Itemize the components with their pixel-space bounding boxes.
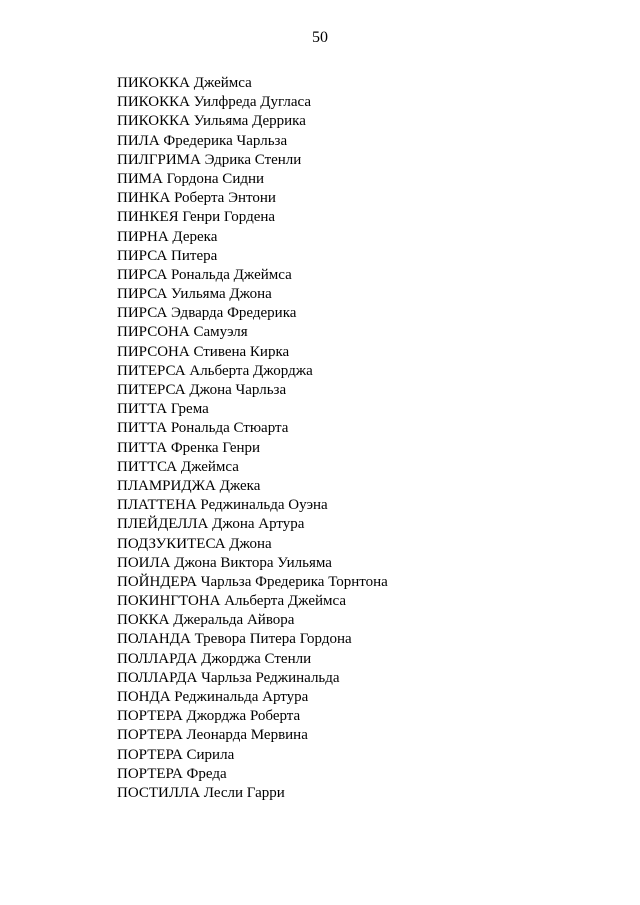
list-item: ПИЛГРИМА Эдрика Стенли bbox=[117, 151, 302, 168]
list-item: ПИРСА Питера bbox=[117, 247, 218, 264]
list-item: ПОСТИЛЛА Лесли Гарри bbox=[117, 784, 285, 801]
list-item: ПОЛЛАРДА Чарльза Реджинальда bbox=[117, 669, 340, 686]
list-item: ПИРСА Эдварда Фредерика bbox=[117, 305, 297, 322]
list-item: ПИКОККА Уильяма Деррика bbox=[117, 113, 306, 130]
list-item: ПИМА Гордона Сидни bbox=[117, 170, 265, 187]
list-item: ПИРСОНА Стивена Кирка bbox=[117, 343, 290, 360]
list-item: ПИРСА Рональда Джеймса bbox=[117, 266, 292, 283]
list-item: ПОДЗУКИТЕСА Джона bbox=[117, 535, 272, 552]
list-item: ПИТЕРСА Джона Чарльза bbox=[117, 382, 287, 398]
list-item: ПИЛА Фредерика Чарльза bbox=[117, 132, 288, 149]
list-item: ПИРСА Уильяма Джона bbox=[117, 286, 272, 303]
list-item: ПИНКА Роберта Энтони bbox=[117, 190, 276, 207]
list-item: ПОККА Джеральда Айвора bbox=[117, 612, 295, 629]
list-item: ПОРТЕРА Сирила bbox=[117, 746, 235, 763]
list-item: ПОРТЕРА Фреда bbox=[117, 765, 227, 782]
list-item: ПОЛЛАРДА Джорджа Стенли bbox=[117, 650, 312, 667]
list-item: ПОРТЕРА Джорджа Роберта bbox=[117, 708, 301, 725]
list-item: ПИТЕРСА Альберта Джорджа bbox=[117, 362, 313, 379]
list-item: ПИКОККА Уилфреда Дугласа bbox=[117, 94, 312, 111]
name-list bbox=[117, 74, 388, 803]
list-item: ПОЛАНДА Тревора Питера Гордона bbox=[117, 631, 352, 648]
list-item: ПОЙНДЕРА Чарльза Фредерика Торнтона bbox=[117, 573, 388, 590]
list-item: ПИКОККА Джеймса bbox=[117, 75, 252, 91]
list-item: ПОНДА Реджинальда Артура bbox=[117, 689, 309, 705]
list-item: ПОРТЕРА Леонарда Мервина bbox=[117, 727, 308, 744]
list-item: ПЛЕЙДЕЛЛА Джона Артура bbox=[117, 516, 305, 533]
list-item: ПИТТСА Джеймса bbox=[117, 458, 239, 475]
list-item: ПИРНА Дерека bbox=[117, 228, 218, 245]
list-item: ПЛАТТЕНА Реджинальда Оуэна bbox=[117, 497, 328, 514]
list-item: ПИТТА Френка Генри bbox=[117, 439, 261, 456]
list-item: ПОИЛА Джона Виктора Уильяма bbox=[117, 554, 332, 571]
list-item: ПИТТА Рональда Стюарта bbox=[117, 420, 289, 437]
list-item: ПИТТА Грема bbox=[117, 401, 209, 418]
list-item: ПЛАМРИДЖА Джека bbox=[117, 477, 261, 494]
list-item: ПОКИНГТОНА Альберта Джеймса bbox=[117, 593, 346, 610]
list-item: ПИНКЕЯ Генри Гордена bbox=[117, 209, 276, 226]
page-number: 50 bbox=[312, 29, 328, 46]
list-item: ПИРСОНА Самуэля bbox=[117, 324, 248, 341]
